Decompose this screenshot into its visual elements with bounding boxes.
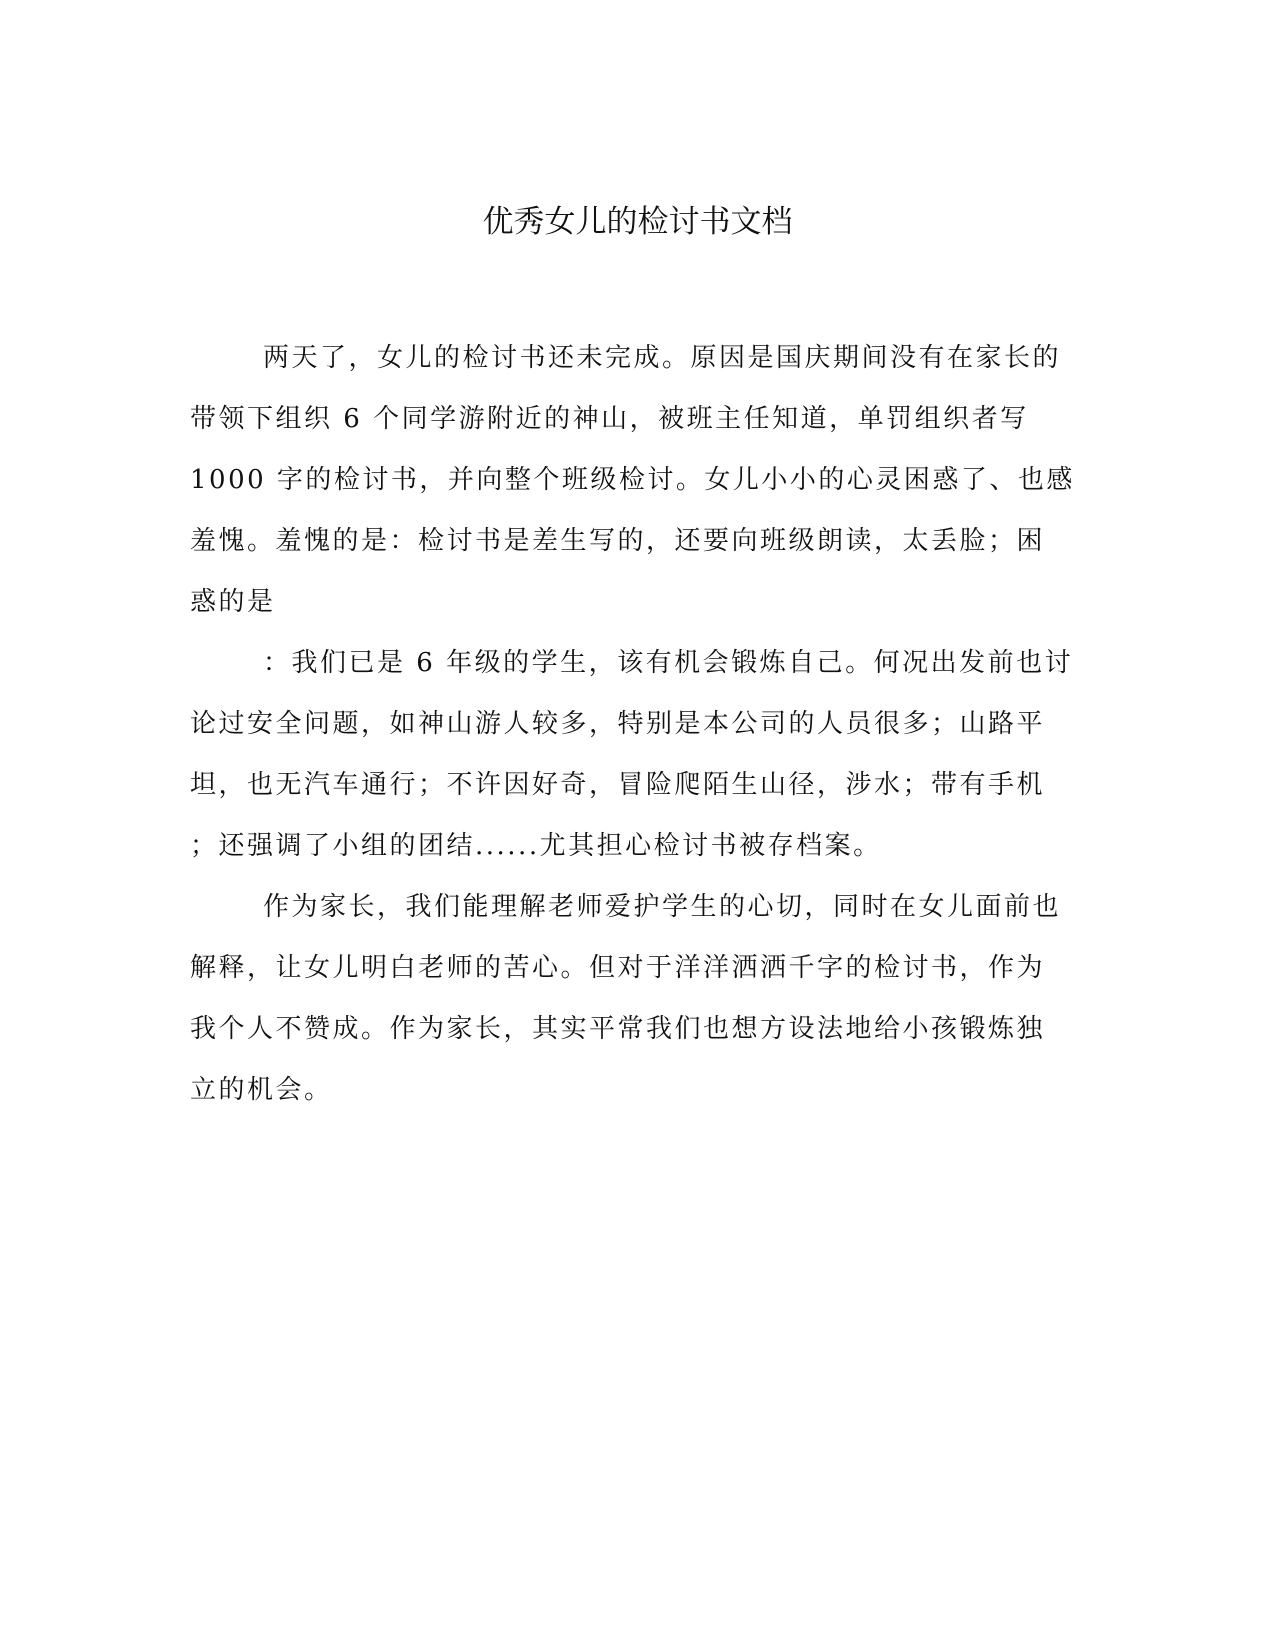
paragraph-line: 立的机会。: [190, 1075, 333, 1105]
paragraph-line: 论过安全问题，如神山游人较多，特别是本公司的人员很多；山路平: [190, 709, 1046, 739]
paragraph-line: 坦，也无汽车通行；不许因好奇，冒险爬陌生山径，涉水；带有手机: [190, 770, 1046, 800]
paragraph-line: 解释，让女儿明白老师的苦心。但对于洋洋洒洒千字的检讨书，作为: [190, 953, 1046, 983]
document-title: 优秀女儿的检讨书文档: [482, 204, 793, 240]
paragraph-line: 带领下组织 6 个同学游附近的神山，被班主任知道，单罚组织者写: [190, 404, 1029, 434]
paragraph-line: 作为家长，我们能理解老师爱护学生的心切，同时在女儿面前也: [263, 892, 1062, 922]
paragraph-3: [190, 877, 1095, 1121]
paragraph-line: 惑的是: [190, 587, 276, 617]
paragraph-line: 羞愧。羞愧的是：检讨书是差生写的，还要向班级朗读，太丢脸；困: [190, 526, 1046, 556]
paragraph-2: [190, 633, 1095, 877]
paragraph-line: ：我们已是 6 年级的学生，该有机会锻炼自己。何况出发前也讨: [263, 648, 1074, 678]
paragraph-1: [190, 328, 1095, 633]
paragraph-line: 两天了，女儿的检讨书还未完成。原因是国庆期间没有在家长的: [263, 343, 1062, 373]
document-body: [190, 328, 1095, 1121]
paragraph-line: 1000 字的检讨书，并向整个班级检讨。女儿小小的心灵困惑了、也感: [190, 465, 1075, 495]
paragraph-line: ；还强调了小组的团结......尤其担心检讨书被存档案。: [190, 831, 882, 861]
paragraph-line: 我个人不赞成。作为家长，其实平常我们也想方设法地给小孩锻炼独: [190, 1014, 1046, 1044]
